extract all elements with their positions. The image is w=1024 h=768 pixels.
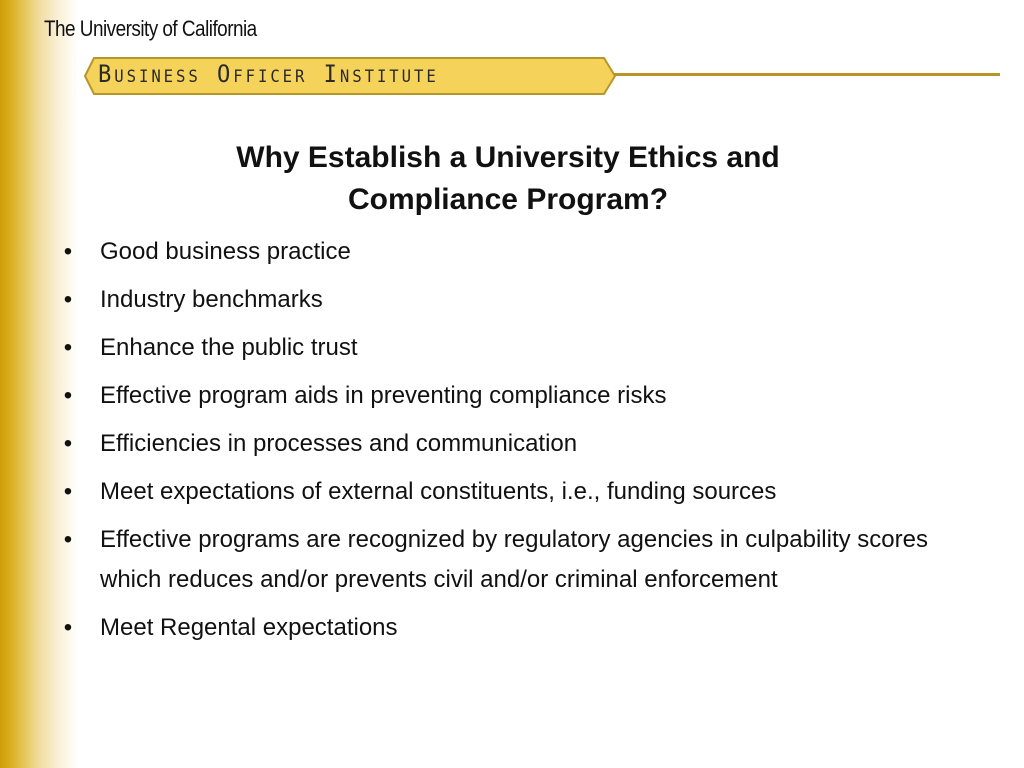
bullet-text: Industry benchmarks — [100, 286, 323, 313]
bullet-text: Effective programs are recognized by regulatory agencies in culpability scores which reduces and/or prevents civil and/or criminal enforcement — [100, 526, 928, 593]
title-line-1: Why Establish a University Ethics and — [236, 141, 780, 174]
bullet-item — [60, 472, 990, 512]
bullet-item — [60, 232, 990, 272]
organization-name: The University of California — [44, 16, 257, 41]
bullet-text: Enhance the public trust — [100, 334, 358, 361]
bullet-item — [60, 424, 990, 464]
bullet-item — [60, 376, 990, 416]
bullet-dot: • — [63, 614, 73, 641]
bullet-item — [60, 608, 990, 648]
bullet-dot: • — [63, 478, 73, 505]
bullet-text: Efficiencies in processes and communication — [100, 430, 578, 457]
bullet-list — [60, 232, 990, 656]
bullet-item — [60, 328, 990, 368]
banner — [84, 57, 1000, 95]
bullet-item — [60, 280, 990, 320]
bullet-dot: • — [63, 526, 73, 553]
bullet-dot: • — [63, 238, 73, 265]
bullet-item — [60, 520, 990, 600]
bullet-text: Effective program aids in preventing compliance risks — [100, 382, 667, 409]
bullet-dot: • — [63, 430, 73, 457]
bullet-dot: • — [63, 382, 73, 409]
banner-label: Business Officer Institute — [98, 60, 439, 88]
bullet-text: Meet Regental expectations — [100, 614, 398, 641]
bullet-dot: • — [63, 286, 73, 313]
title-line-2: Compliance Program? — [347, 183, 669, 216]
bullet-text: Meet expectations of external constituents, i.e., funding sources — [100, 478, 777, 505]
banner-rule — [604, 73, 1000, 76]
bullet-dot: • — [63, 334, 73, 361]
bullet-text: Good business practice — [100, 238, 351, 265]
slide-title — [100, 137, 916, 221]
